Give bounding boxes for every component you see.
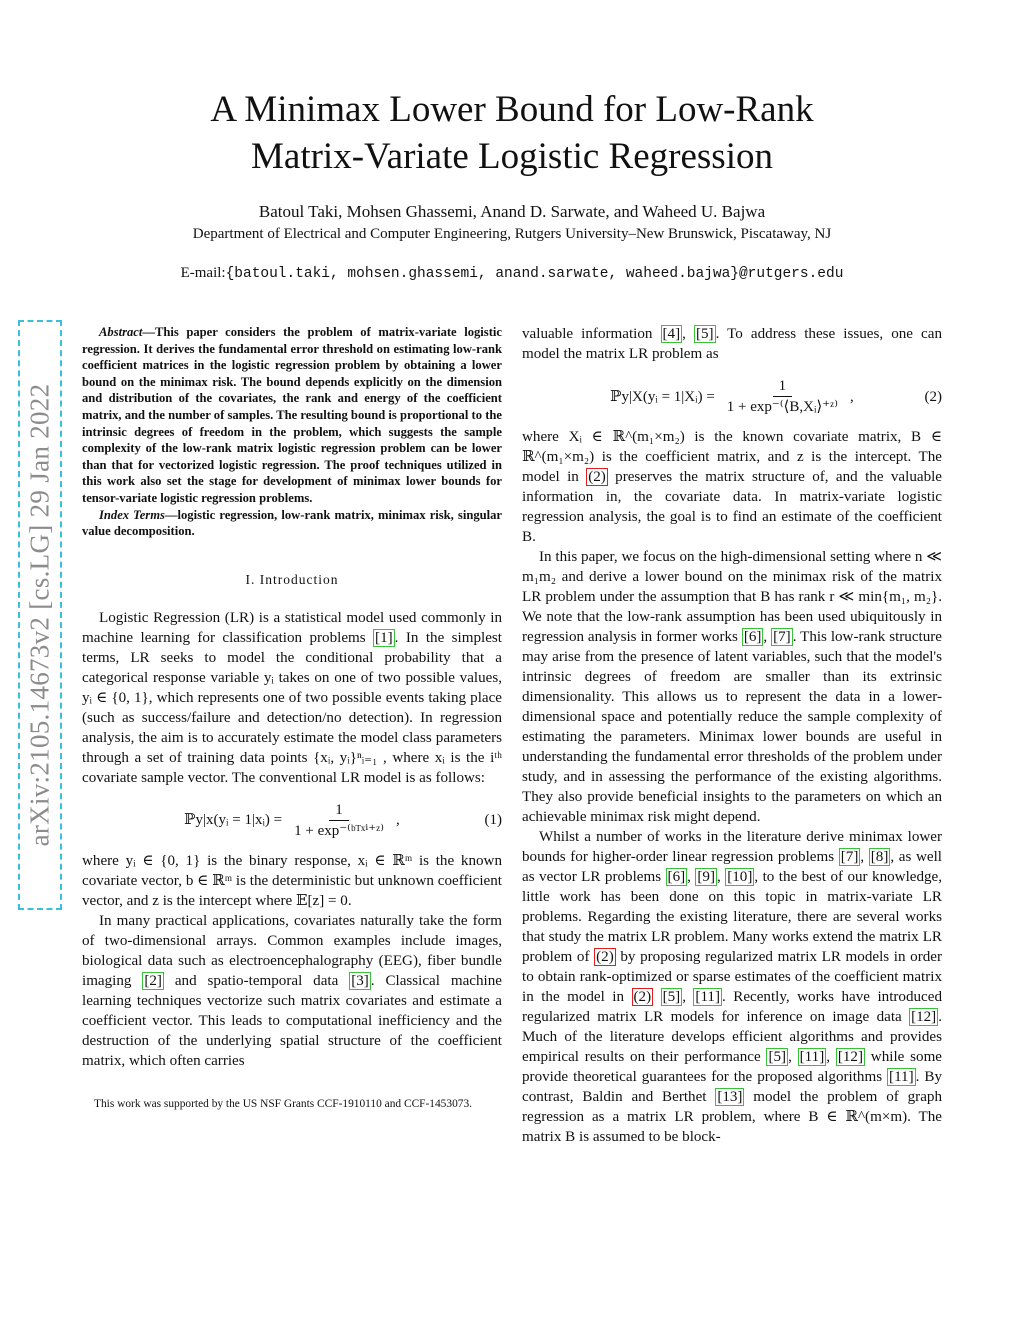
paragraph: where Xᵢ ∈ ℝ^(m₁×m₂) is the known covariate matrix, B ∈ ℝ^(m₁×m₂) is the coefficient matrix, and z is the intercept. The model in (2) preserves the matrix structure of, and the valuable information in, the covariate data. In matrix-variate logistic regression analysis, the goal is to find an estimate of the coefficient B. [522,429,943,545]
email-prefix: E-mail: [180,265,226,281]
citation-link[interactable]: [13] [717,1089,743,1105]
eq1-numerator: 1 [329,800,349,821]
citation-link[interactable]: [2] [144,972,162,989]
paragraph: In this paper, we focus on the high-dimensional setting where n ≪ m₁m₂ and derive a lower bound on the minimax risk of the matrix LR problem under the assumption that B has rank r ≪ min{m₁, m₂}. We note that the low-rank assumption has been used ubiquitously in regression analysis in former works [6] , [7] . This low-rank structure may arise from the presence of latent variables, such that the model's intrinsic degrees of freedom are smaller than its extrinsic dimensionality. This allows us to represent the data in a lower-dimensional space and potentially reduce the sample complexity of estimating the parameters. Minimax lower bounds are useful in understanding the fundamental error thresholds of the problem under study, and in assessing the performance of the existing algorithms. They also provide beneficial insights to the parameters on which an achievable minimax risk might depend. [522,549,942,825]
arxiv-sidebar[interactable] [18,320,62,910]
citation-link[interactable]: [12] [837,1049,863,1065]
eq1-denominator: 1 + exp⁻⁽ᵇᵀˣⁱ⁺ᶻ⁾ [294,822,384,839]
eq2-numerator: 1 [773,376,793,397]
eq1-lhs: ℙy|x(yᵢ = 1|xᵢ) = [184,812,283,829]
citation-link[interactable]: [7] [840,849,859,865]
eq2-denominator: 1 + exp⁻⁽⟨B,Xᵢ⟩⁺ᶻ⁾ [726,399,838,415]
eq2-fraction [721,376,844,417]
eq1-fraction [288,800,390,841]
citation-link[interactable]: [12] [911,1009,937,1025]
equation-ref-link[interactable]: (2) [588,469,606,485]
email-addresses: {batoul.taki, mohsen.ghassemi, anand.sarwate, waheed.bajwa}@rutgers.edu [225,266,844,282]
citation-link[interactable]: [11] [889,1069,914,1085]
citation-link[interactable]: [5] [768,1049,787,1065]
citation-link[interactable]: [8] [870,849,889,865]
citation-link[interactable]: [5] [662,989,681,1005]
citation-link[interactable]: [11] [695,989,721,1005]
citation-link[interactable]: [3] [351,972,369,989]
paragraph: In many practical applications, covariates naturally take the form of two-dimensional arrays. Common examples include images, biological data such as electroencephalography (EEG), fiber bundle imaging [2] and spatio-temporal data [3] . Classical machine learning techniques vectorize such matrix covariates and estimate a coefficient vector. This leads to computational inefficiency and the destruction of the underlying spatial structure of the coefficient matrix, which often carries [82,912,502,1069]
arxiv-id: arXiv:2105.14673v2 [cs.LG] 29 Jan 2022 [24,383,55,847]
paper-title [0,86,1024,180]
citation-link[interactable]: [10] [727,869,753,885]
citation-link[interactable]: [7] [773,629,791,645]
index-terms-label: Index Terms [99,507,165,522]
paragraph: Logistic Regression (LR) is a statistical model used commonly in machine learning for classification problems [1] . In the simplest terms, LR seeks to model the conditional probability that a categorical response variable yᵢ takes on one of two possible values, yᵢ ∈ {0, 1}, which represents one of two possible events taking place (such as success/failure and detection/no detection). In regression analysis, the aim is to accurately estimate the model class parameters through a set of training data points {xᵢ, yᵢ}ⁿᵢ₌₁ , where xᵢ is the iᵗʰ covariate sample vector. The conventional LR model is as follows: [82,609,502,786]
index-terms-text: —logistic regression, low-rank matrix, minimax risk, singular value decomposition. [82,507,503,539]
affiliation: Department of Electrical and Computer Engineering, Rutgers University–New Brunswick, Piscataway, NJ [192,226,832,242]
eq2-number: (2) [924,388,942,405]
citation-link[interactable]: [1] [375,629,393,646]
eq1-tail: , [395,812,400,829]
citation-link[interactable]: [11] [799,1049,825,1065]
title-line-2: Matrix-Variate Logistic Regression [251,136,773,177]
citation-link[interactable]: [6] [667,869,686,885]
eq1-number: (1) [484,812,502,829]
equation-2 [522,376,942,417]
email-line [0,265,1024,282]
paragraph: valuable information [4] , [5] . To address these issues, one can model the matrix LR problem as [522,326,943,362]
citation-link[interactable]: [5] [695,326,714,342]
left-column [82,324,502,1112]
citation-link[interactable]: [4] [662,326,681,342]
paragraph: where yᵢ ∈ {0, 1} is the binary response, xᵢ ∈ ℝᵐ is the known covariate vector, b ∈ ℝᵐ is the deterministic but unknown coefficient vector, and z is the intercept where 𝔼[z] = 0. [82,852,502,909]
title-line-1: A Minimax Lower Bound for Low-Rank [210,89,814,130]
footnote: This work was supported by the US NSF Grants CCF-1910110 and CCF-1453073. [94,1097,473,1110]
eq2-tail: , [849,388,854,405]
index-terms [82,507,502,540]
right-column [522,324,942,1147]
citation-link[interactable]: [9] [697,869,715,885]
eq2-lhs: ℙy|X(yᵢ = 1|Xᵢ) = [610,388,715,405]
equation-ref-link[interactable]: (2) [596,949,614,965]
abstract [82,324,502,507]
equation-ref-link[interactable]: (2) [633,989,652,1005]
citation-link[interactable]: [6] [743,629,762,645]
section-heading: I. Introduction [245,571,339,587]
paragraph: Whilst a number of works in the literature derive minimax lower bounds for higher-order linear regression problems [7] , [8] , as well as vector LR problems [6] , [9] , [10] , to the best of our knowledge, little work has been done on this topic in matrix-variate LR problems. Regarding the existing literature, there are several works that study the matrix LR problem. Many works extend the matrix LR problem of (2) by proposing regularized matrix LR models in order to obtain rank-optimized or sparse estimates of the coefficient matrix in the model in (2) [5] , [11] . Recently, works have introduced regularized matrix LR models for inference on image data [12] . Much of the literature develops efficient algorithms and provides empirical results on their performance [5] , [11] , [12] while some provide theoretical guarantees for the proposed algorithms [11] . By contrast, Baldin and Berthet [13] model the problem of graph regression as a matrix LR problem, where B ∈ ℝ^(m×m). The matrix B is assumed to be block- [522,829,943,1145]
abstract-text: —This paper considers the problem of matrix-variate logistic regression. It derives the fundamental error threshold on estimating low-rank coefficient matrices in the logistic regression problem by obtaining a lower bound on the minimax risk. The bound depends explicitly on the dimension and distribution of the covariates, the rank and energy of the coefficient matrix, and the number of samples. The resulting bound is proportional to the intrinsic degrees of freedom in the problem, which suggests the sample complexity of the low-rank matrix logistic regression problem can be lower than that for vectorized logistic regression. The proof techniques utilized in this work also set the stage for development of minimax lower bounds for tensor-variate logistic regression problems. [82,325,502,505]
equation-1 [82,800,502,841]
abstract-label: Abstract [99,325,143,339]
authors: Batoul Taki, Mohsen Ghassemi, Anand D. Sarwate, and Waheed U. Bajwa [258,202,766,221]
